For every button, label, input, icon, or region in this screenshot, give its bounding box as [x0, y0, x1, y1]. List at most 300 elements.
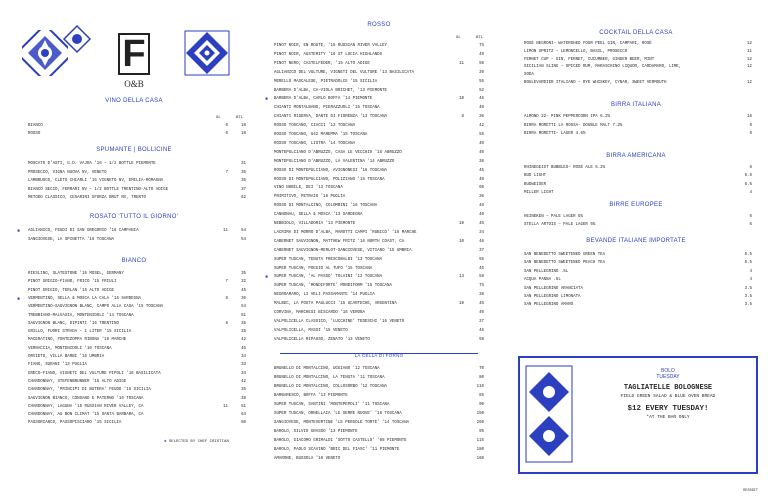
item-price: 16	[747, 115, 752, 119]
item-price: 36	[241, 296, 246, 301]
menu-item	[262, 43, 496, 50]
item-price: 59	[479, 337, 484, 342]
item-price: 59	[479, 275, 484, 280]
item-price-glass: 10	[459, 239, 464, 244]
promo-line1: BOLO	[661, 368, 675, 374]
menu-item	[14, 354, 254, 361]
item-price: 36	[241, 321, 246, 326]
menu-item	[14, 321, 254, 328]
menu-item	[14, 412, 254, 419]
item-price: 35	[241, 388, 246, 393]
item-name: ROSSO	[28, 131, 41, 136]
item-name: BUDWEISER	[524, 182, 547, 187]
item-name: VINO NOBILE, DEI '13 TOSCANA	[274, 186, 343, 191]
menu-item	[262, 292, 496, 299]
vino-della-casa-title: VINO DELLA CASA	[105, 98, 163, 104]
menu-item	[14, 279, 254, 286]
menu-item	[14, 346, 254, 353]
menu-item	[262, 384, 496, 391]
item-price: 34	[241, 355, 246, 359]
item-price: 75	[479, 44, 484, 48]
item-name: PASSORIANCO, PASSOPISCIARO '15 SICILIA	[28, 421, 122, 426]
item-name: CHARDONNAY, LAGUNA '15 RUSSIAN RIVER VALLEY, CA	[28, 404, 144, 409]
menu-item	[516, 277, 756, 284]
menu-item	[14, 161, 254, 168]
item-name: FIANO, SURANI '13 PUGLIA	[28, 363, 87, 368]
tile-pattern-right-icon	[184, 30, 230, 76]
item-name: VERMENTINO–SAUVIGNON BLANC, CAMPO ALLA CASA '15 TOSCANA	[28, 305, 164, 310]
promo-price: $12 EVERY TUESDAY!	[627, 405, 709, 413]
item-price: 54	[241, 229, 246, 233]
item-price: 54	[241, 237, 246, 242]
item-name: BAROLO, SILVIO GRASSO '13 PIEMONTE	[274, 430, 358, 434]
item-price: 54	[241, 305, 246, 310]
item-price: 52	[479, 88, 484, 93]
menu-item	[14, 362, 254, 369]
menu-item	[262, 337, 496, 344]
menu-item	[262, 447, 496, 454]
star-icon: ✱	[164, 440, 167, 444]
menu-item	[516, 190, 756, 197]
item-price: 6	[749, 215, 752, 219]
rosso-title: ROSSO	[367, 22, 391, 28]
menu-item	[262, 411, 496, 418]
menu-item	[262, 366, 496, 373]
item-price: 115	[476, 439, 484, 443]
item-price: 39	[479, 70, 484, 75]
item-price: 45	[241, 346, 246, 351]
item-price: 150	[476, 412, 484, 416]
menu-item	[262, 96, 496, 103]
item-price: 6.5	[744, 261, 752, 266]
menu-item	[516, 182, 756, 189]
item-name: ROSSO DI MONTALCINO, COLOMBINI '16 TOSCANA	[274, 204, 378, 209]
item-name: PRIMITIVO, PETRAIO '16 PUGLIA	[274, 195, 346, 200]
item-price-glass: 7	[225, 280, 228, 285]
item-price: 36	[479, 195, 484, 200]
item-name: LACRIMA DI MORRO D'ALBA, MAROTTI CAMPI 'RUBICO' '16 MARCHE	[274, 230, 417, 235]
item-price: 37	[479, 319, 484, 324]
item-price: 180	[476, 448, 484, 452]
menu-item	[262, 456, 496, 463]
menu-item	[262, 319, 496, 326]
item-price: 33	[241, 363, 246, 368]
item-name: RIESLING, SLATESTONE '16 MOSEL, GERMANY	[28, 272, 124, 276]
menu-item	[14, 170, 254, 177]
item-price: 40	[479, 106, 484, 111]
item-name: AGLIANICO, FEUDI DI SAN GREGORIO '16 CAMPANIA	[28, 229, 139, 233]
chef-footnote	[164, 438, 229, 444]
item-name: BIRRA MORETTI LA ROSSA– DOUBLE MALT 7.2%	[524, 123, 623, 128]
item-price: 6.5	[744, 174, 752, 179]
menu-item	[14, 131, 254, 138]
item-name: BRUNELLO DI MONTALCINO, COLLOSORBO '12 TOSCANA	[274, 385, 388, 389]
tile-pattern-left2-icon	[62, 24, 92, 54]
promo-line2: TUESDAY	[656, 374, 680, 380]
item-name: PINOT NOIR, AUSTERITY '16 ST LUCIA HIGHLANDS	[274, 52, 383, 57]
item-name: SAN BENEDETTO SWEETENED PEACH TEA	[524, 261, 606, 266]
item-price: 110	[476, 385, 484, 389]
item-name: MONTEPULCIANO D'ABRUZZO, LA VALENTINA '14 ABRUZZO	[274, 159, 395, 164]
item-price-glass: 11	[223, 404, 228, 409]
menu-item	[262, 248, 496, 255]
item-name: PINOT NOIR, EN ROUTE, '15 RUSSIAN RIVER VALLEY	[274, 44, 388, 48]
menu-item	[516, 114, 756, 121]
item-name: ALMOND 22– PINK PEPPERCORN IPA 6.2%	[524, 115, 610, 119]
item-name: SAN PELLEGRINO .5L	[524, 269, 569, 274]
item-price: 11	[747, 49, 752, 54]
promo-title: TAGLIATELLE BOLOGNESE	[623, 384, 713, 392]
item-name: BRUNELLO DI MONTALCINO, LA TENUTA '11 TOSCANA	[274, 376, 385, 380]
rosato-title: ROSATO 'TUTTO IL GIORNO'	[89, 214, 179, 220]
brand-logo	[109, 33, 159, 89]
item-price: 46	[479, 328, 484, 333]
item-price-glass: 10	[459, 97, 464, 102]
chef-footnote-text: SELECTED BY CHEF CRISTIAN	[168, 440, 229, 444]
item-price: 35	[241, 272, 246, 276]
header-btl: BTL	[236, 116, 244, 120]
item-name: GRECO–FIANO, VIGNETI DEL VULTURE PIPOLI '16 BASILICATA	[28, 371, 161, 376]
menu-item	[516, 165, 756, 172]
item-price: 6	[749, 132, 752, 136]
menu-item	[262, 328, 496, 335]
item-name: BUD LIGHT	[524, 174, 547, 179]
item-name: CHIANTI MONTALBANO, PIERAZZUOLI '15 TOSCANA	[274, 106, 380, 111]
menu-item	[516, 222, 756, 229]
item-name: MOSCATO D'ASTI, G.D. VAJRA '16 – 1/2 BOTTLE PIEMONTE	[28, 162, 156, 166]
item-name: SUPER TUSCAN, TENUTA FRESCOBALDI '13 TOSCANA	[274, 257, 383, 262]
item-price: 46	[479, 239, 484, 244]
menu-item	[14, 304, 254, 311]
menu-item	[262, 429, 496, 436]
item-name: BIANCO SECCO, FERRARI NV – 1/2 BOTTLE TRENTINO-ALTO ADIGE	[28, 187, 169, 192]
item-price: 32	[241, 280, 246, 285]
item-price: 36	[479, 115, 484, 120]
menu-item	[262, 61, 496, 68]
birra-americana-title: BIRRA AMERICANA	[606, 153, 666, 159]
item-price: 80	[479, 376, 484, 380]
item-name: CORVINA, MARCHESI BISCARDO '16 VERONA	[274, 311, 365, 315]
menu-item	[14, 387, 254, 394]
menu-item	[262, 257, 496, 264]
item-name: MERELLO MASCALESE, PIETRADOLCE '15 SICILIA	[274, 79, 378, 84]
item-name: CHARDONNAY, 'PRINCIPI DI BUTERA' FEUDO '16 SICILIA	[28, 388, 151, 393]
menu-item	[516, 57, 756, 64]
item-price: 6	[749, 123, 752, 128]
item-price: 37	[241, 187, 246, 192]
item-price: 35	[241, 170, 246, 175]
item-price: 46	[479, 302, 484, 307]
item-price: 12	[747, 65, 752, 70]
menu-item	[516, 72, 756, 79]
item-name: BARBERA D'ALBA, CARLO BOFFA '14 PIEMONTE	[274, 97, 373, 102]
item-price: 80	[241, 421, 246, 426]
item-price: 64	[241, 413, 246, 418]
menu-item	[262, 203, 496, 210]
item-price: 46	[479, 222, 484, 226]
item-price: 6.5	[744, 253, 752, 257]
menu-item	[516, 294, 756, 301]
item-name: PROSECCO, VIGNA NUOVA NV, VENETO	[28, 170, 107, 175]
item-price: 34	[241, 371, 246, 376]
menu-item	[262, 301, 496, 308]
menu-item	[14, 396, 254, 403]
item-price: 46	[479, 97, 484, 102]
menu-item	[14, 123, 254, 130]
item-name: GRILLO, FUORI STRADA – 1 LITER '15 SICILIA	[28, 330, 132, 335]
cella-title: LA CELLA DI FORNO	[354, 353, 404, 358]
menu-item	[516, 49, 756, 56]
menu-item	[262, 230, 496, 237]
menu-item	[262, 212, 496, 219]
item-name: SAN PELLEGRINO ARANCIATA	[524, 286, 583, 291]
menu-item	[14, 288, 254, 295]
item-name: STELLA ARTOIS – PALE LAGER 5%	[524, 223, 596, 228]
item-name: VALPOLICELLA CLASSICO, 'LUCCHINE' TEDESCHI '16 VENETO	[274, 319, 405, 324]
menu-item	[14, 404, 254, 411]
item-name: ORVIETO, VILLA BARBI '15 UMBRIA	[28, 355, 105, 359]
item-name: CABERNET SAUVIGNON–MERLOT–SANGIOVESE, VITIANO '15 UMBRIA	[274, 248, 412, 253]
item-price: 40	[479, 141, 484, 146]
item-price: 40	[479, 311, 484, 315]
item-price-glass: 11	[459, 61, 464, 66]
item-price: 95	[479, 430, 484, 434]
item-name: PINOT GRIGIO, TERLAN '15 ALTO ADIGE	[28, 288, 114, 293]
menu-item	[262, 123, 496, 130]
item-price: 35	[241, 179, 246, 184]
promo-note: *AT THE BAR ONLY	[646, 415, 690, 420]
item-name: METODO CLASSICO, CESARINI SFORZA BRUT NV, TRENTO	[28, 196, 146, 201]
item-price: 40	[479, 150, 484, 155]
item-price: 75	[479, 284, 484, 289]
menu-item	[262, 221, 496, 228]
item-name: TREBBIANO–MALVASIA, MONTENIDOLI '14 TOSCANA	[28, 313, 134, 318]
item-name: BAROLO, PAOLO SCAVINO 'BRIC DEL FIASC' '11 PIEMONTE	[274, 448, 400, 452]
column-middle	[262, 0, 496, 497]
item-price: 45	[241, 288, 246, 293]
item-name: MALBEC, LA POSTA PAULUCCI '15 UCARTECHE, ARGENTINA	[274, 302, 397, 307]
menu-item	[262, 239, 496, 246]
menu-item	[14, 329, 254, 336]
menu-item	[262, 194, 496, 201]
item-name: BIRRA MORETTI– LAGER 4.6%	[524, 132, 586, 136]
item-name: SANGIOVESE, MONTEVERTINE 'LE PERGOLE TORTE' '14 TOSCANA	[274, 421, 410, 425]
item-price: 70	[479, 367, 484, 371]
item-name: BOULEVARDIER ITALIANO – RYE WHISKEY, CYNAR, SWEET VERMOUTH	[524, 81, 667, 85]
menu-item	[14, 178, 254, 185]
bolo-tuesday-promo	[518, 356, 758, 474]
item-name: VERNACCIA, MONTENIDOLI '10 TOSCANA	[28, 346, 112, 351]
item-price: 12	[747, 42, 752, 46]
item-name: AGLIANICO DEL VULTURE, VIGNETI DEL VULTURE '13 BASILICATA	[274, 70, 415, 75]
item-name: CANNONAU, SELLA & MOSCA '13 SARDEGNA	[274, 213, 363, 218]
item-price: 37	[479, 248, 484, 253]
item-name: SAUVIGNON BIANCO, CONSANO E PATERNO '16 TOSCANA	[28, 396, 144, 401]
item-name: LAMBRUSCO, CLETO CHIARLI '15 VIGNETO NV, EMILIA-ROMAGNA	[28, 179, 164, 184]
item-name: CHIANTI RISERVA, DANTE DI FIORENZA '13 TOSCANA	[274, 115, 388, 120]
item-name: LIMON SPRITZ – LEMONCELLO, BASIL, PROSECCO	[524, 49, 628, 54]
brand-letter: F	[118, 33, 150, 75]
item-price: 90	[479, 403, 484, 407]
item-name: CHARDONNAY, STEFENBRUNNER '15 ALTO ADIGE	[28, 379, 127, 384]
item-name: VALPOLICELLA, MASSI '15 VENETO	[274, 328, 348, 333]
item-price: 12	[747, 81, 752, 85]
header-gl-2: GL	[456, 36, 461, 40]
item-price-glass: 7	[225, 170, 228, 175]
item-price: 55	[479, 257, 484, 262]
item-price: 42	[479, 124, 484, 129]
item-price: 4	[749, 278, 752, 283]
item-name: ACQUA PANNA .5L	[524, 278, 561, 283]
item-price-glass: 8	[461, 115, 464, 120]
menu-item	[262, 141, 496, 148]
menu-item	[516, 302, 756, 309]
item-price: 40	[479, 213, 484, 218]
menu-item	[262, 150, 496, 157]
menu-item	[516, 260, 756, 267]
item-name: MILLER LIGHT	[524, 191, 554, 196]
item-name: PINOT NERO, CASTELFEDER, '15 ALTO ADIGE	[274, 61, 370, 66]
birre-europee-title: BIRRE EUROPEE	[609, 202, 663, 208]
item-name: MONTEPULCIANO D'ABRUZZO, CASA LE VECCHIO '16 ABRUZZO	[274, 150, 402, 155]
menu-item	[14, 337, 254, 344]
item-price: 35	[241, 330, 246, 335]
menu-item	[262, 114, 496, 121]
menu-item	[516, 123, 756, 130]
item-price: 45	[479, 168, 484, 173]
item-price-glass: 8	[225, 321, 228, 326]
item-price: 45	[479, 266, 484, 271]
item-price: 160	[476, 457, 484, 461]
header-gl: GL	[216, 116, 221, 120]
menu-item	[262, 274, 496, 281]
item-price: 4	[749, 191, 752, 196]
item-price: 3.5	[744, 303, 752, 308]
menu-item	[14, 379, 254, 386]
item-name: BRUNELLO DI MONTALCINO, UGGIANO '12 TOSCANA	[274, 367, 380, 371]
item-price: 48	[479, 204, 484, 209]
column-left	[14, 0, 254, 497]
item-name: SUPER TUSCAN, SANTINI 'MONTEPEPOLI' '11 TOSCANA	[274, 403, 390, 407]
item-price-glass: 8	[225, 296, 228, 301]
item-name: VERMENTINO, SELLA & MOSCA LA CALA '16 SARDEGNA	[28, 296, 142, 301]
menu-item	[262, 402, 496, 409]
menu-item	[262, 266, 496, 273]
menu-item	[516, 131, 756, 138]
menu-item	[14, 195, 254, 202]
item-name: SAN BENEDETTO SWEETENED GREEN TEA	[524, 253, 606, 257]
item-price-glass: 10	[459, 222, 464, 226]
item-name: HEINEKEN – PALE LAGER 5%	[524, 215, 583, 219]
item-price: 51	[241, 313, 246, 318]
item-price: 42	[241, 338, 246, 343]
star-icon: ✱	[17, 295, 21, 302]
item-price-glass: 6	[225, 131, 228, 136]
spumante-title: SPUMANTE | BOLLICINE	[96, 147, 172, 153]
item-name: ROSÉ NEGRONI– WATERSHED FOUR PEEL GIN, CAMPARI, ROSÉ	[524, 42, 652, 46]
item-price: 40	[479, 177, 484, 182]
item-name: SUPER TUSCAN, ORNELLAIA 'LE SERRE NUOVE' '16 TOSCANA	[274, 412, 402, 416]
footer-code: RESDDIT	[743, 489, 758, 493]
item-price: 4	[749, 269, 752, 274]
item-name: ROSSO TOSCANO, LISTRA '14 TOSCANA	[274, 141, 356, 146]
menu-item	[262, 105, 496, 112]
item-price: 55	[479, 79, 484, 84]
item-price: 49	[479, 52, 484, 57]
item-price-glass: 11	[223, 229, 228, 233]
item-price-glass: 6	[225, 124, 228, 128]
item-name: SICILIAN SLING – SPICED RUM, MARASCHINO LIQUOR, CARDAMARO, LIME,	[524, 65, 682, 70]
bevande-title: BEVANDE ITALIANE IMPORTATE	[586, 238, 686, 244]
promo-sub: FIELD GREEN SALAD & BLUE OVEN BREAD	[620, 394, 716, 399]
item-price: 3.5	[744, 286, 752, 291]
item-price: 31	[241, 162, 246, 166]
menu-item	[262, 420, 496, 427]
item-name: PINOT GRIGIO–FIANO, FRICO '15 FRIULI	[28, 280, 117, 285]
item-name: SUPER TUSCAN, 'MONDIFORTE' MONDIFORM '15 TOSCANA	[274, 284, 392, 289]
menu-item	[516, 80, 756, 87]
menu-item	[14, 187, 254, 194]
item-price: 18	[241, 131, 246, 136]
item-price-glass: 10	[459, 302, 464, 307]
menu-item	[516, 173, 756, 180]
promo-tile-icon	[524, 364, 574, 464]
item-price: 56	[479, 61, 484, 66]
menu-item	[14, 313, 254, 320]
menu-item	[516, 64, 756, 71]
item-name: RHINEGEIST BUBBLES– ROSÉ ALE 6.2%	[524, 166, 606, 170]
item-price-glass: 13	[459, 275, 464, 280]
item-price: 18	[241, 124, 246, 128]
item-name: SUPER TUSCAN, 'AL PASSO' TOLAINI '12 TOSCANA	[274, 275, 383, 280]
menu-item	[516, 214, 756, 221]
item-name: AMARONE, BUSSOLA '10 VENETO	[274, 457, 341, 461]
menu-item	[262, 185, 496, 192]
item-name: VALPOLICELLA RIPASSO, ZENATO '13 VENETO	[274, 337, 370, 342]
menu-item	[516, 269, 756, 276]
bianco-title: BIANCO	[121, 258, 147, 264]
item-price: 34	[479, 230, 484, 235]
menu-item	[516, 41, 756, 48]
menu-item	[14, 296, 254, 303]
star-icon: ✱	[265, 96, 269, 103]
item-name: ROSSO TOSCANO, CIACCI '13 TOSCANA	[274, 124, 356, 129]
menu-item	[262, 168, 496, 175]
item-price: 6	[749, 166, 752, 170]
menu-item	[14, 420, 254, 427]
item-name: BIANCO	[28, 124, 43, 128]
item-name: NEGROAMARO, LI VELI PASSAMANTE '14 PUGLIA	[274, 293, 375, 298]
menu-item	[262, 132, 496, 139]
menu-item	[14, 271, 254, 278]
menu-item	[14, 228, 254, 235]
item-name: ROSSO TOSCANO, 642 MAREMMA '15 TOSCANA	[274, 133, 368, 137]
menu-item	[262, 375, 496, 382]
menu-item	[262, 159, 496, 166]
item-name: BARBERA D'ALBA, CA–VIOLA BRICHET, '13 PIEMONTE	[274, 88, 388, 93]
item-price: 55	[479, 133, 484, 137]
menu-item	[262, 70, 496, 77]
menu-item	[516, 286, 756, 293]
menu-item	[262, 438, 496, 445]
item-price: 6	[749, 223, 752, 228]
item-name: SAUVIGNON BLANC, DIPINTI '16 TRENTINO	[28, 321, 119, 326]
menu-item	[262, 393, 496, 400]
menu-item	[262, 52, 496, 59]
item-name: FERNET CUP – GIN, FERNET, CUCUMBER, GINGER BEER, MINT	[524, 57, 655, 62]
item-name: BAROLO, GIACOMO GRIMALDI 'SOTTO CASTELLO' '08 PIEMONTE	[274, 439, 407, 443]
brand-sub: O&B	[124, 79, 144, 89]
